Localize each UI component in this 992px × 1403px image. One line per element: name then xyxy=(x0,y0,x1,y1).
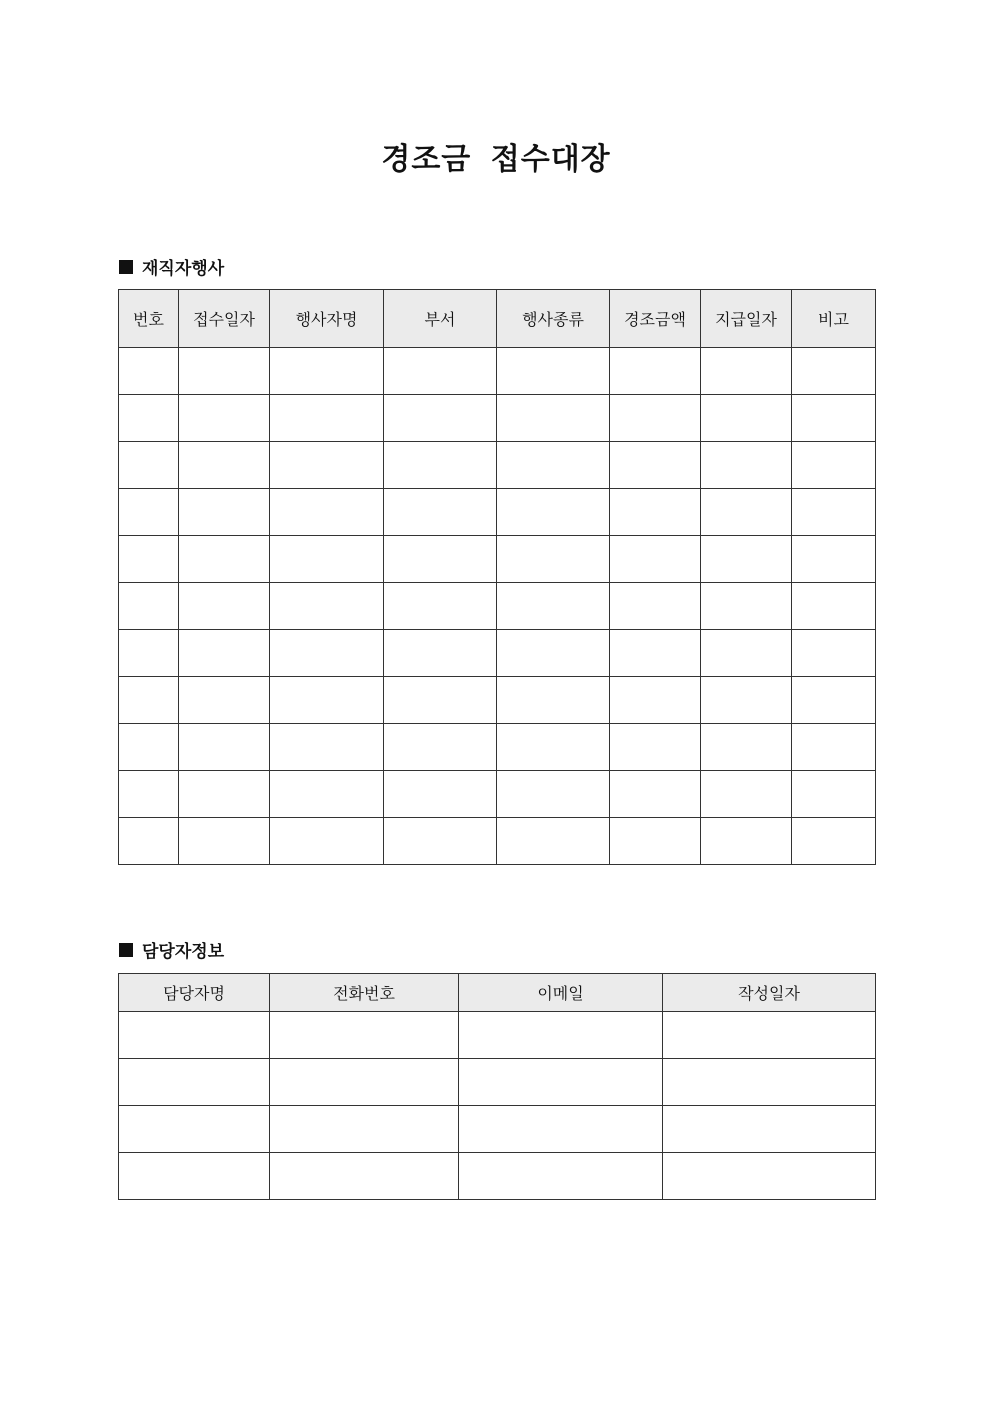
table-row xyxy=(119,442,876,489)
table-cell[interactable] xyxy=(119,771,179,818)
column-header-payment-date: 지급일자 xyxy=(701,290,792,348)
table-row xyxy=(119,1012,876,1059)
table-cell[interactable] xyxy=(701,724,792,771)
table-cell[interactable] xyxy=(459,1106,663,1153)
table-cell[interactable] xyxy=(610,536,701,583)
table-cell[interactable] xyxy=(497,724,610,771)
column-header-email: 이메일 xyxy=(459,974,663,1012)
table-cell[interactable] xyxy=(270,630,384,677)
page-title: 경조금 접수대장 xyxy=(381,142,611,177)
table-cell[interactable] xyxy=(497,536,610,583)
table-cell[interactable] xyxy=(384,724,497,771)
table-cell[interactable] xyxy=(792,536,876,583)
table-cell[interactable] xyxy=(497,348,610,395)
table-cell[interactable] xyxy=(270,395,384,442)
column-header-phone: 전화번호 xyxy=(270,974,459,1012)
table-cell[interactable] xyxy=(701,395,792,442)
table-cell[interactable] xyxy=(384,630,497,677)
table-cell[interactable] xyxy=(701,677,792,724)
table-cell[interactable] xyxy=(701,583,792,630)
table-cell[interactable] xyxy=(270,1012,459,1059)
table-cell[interactable] xyxy=(119,395,179,442)
table-cell[interactable] xyxy=(459,1153,663,1200)
table-row xyxy=(119,348,876,395)
table-cell[interactable] xyxy=(384,536,497,583)
table-cell[interactable] xyxy=(497,442,610,489)
table-cell[interactable] xyxy=(792,677,876,724)
table-cell[interactable] xyxy=(119,1012,270,1059)
table-row xyxy=(119,724,876,771)
table-cell[interactable] xyxy=(497,583,610,630)
column-header-remarks: 비고 xyxy=(792,290,876,348)
table-cell[interactable] xyxy=(701,630,792,677)
table-row xyxy=(119,630,876,677)
table-cell[interactable] xyxy=(270,442,384,489)
staff-table xyxy=(118,973,876,1200)
table-cell[interactable] xyxy=(610,771,701,818)
table-cell[interactable] xyxy=(384,677,497,724)
table-cell[interactable] xyxy=(497,395,610,442)
column-header-staff-name: 담당자명 xyxy=(119,974,270,1012)
table-cell[interactable] xyxy=(497,677,610,724)
square-bullet-icon xyxy=(119,260,133,274)
table-cell[interactable] xyxy=(701,536,792,583)
table-cell[interactable] xyxy=(610,489,701,536)
table-cell[interactable] xyxy=(119,724,179,771)
table-cell[interactable] xyxy=(497,818,610,865)
table-cell[interactable] xyxy=(119,489,179,536)
table-row xyxy=(119,536,876,583)
table-cell[interactable] xyxy=(270,489,384,536)
table-cell[interactable] xyxy=(179,395,270,442)
table-cell[interactable] xyxy=(179,818,270,865)
table-row xyxy=(119,677,876,724)
table-cell[interactable] xyxy=(701,348,792,395)
table-cell[interactable] xyxy=(384,818,497,865)
table-row xyxy=(119,818,876,865)
table-cell[interactable] xyxy=(384,442,497,489)
table-cell[interactable] xyxy=(497,489,610,536)
table-cell[interactable] xyxy=(119,348,179,395)
table-header-row xyxy=(119,974,876,1012)
table-cell[interactable] xyxy=(119,818,179,865)
table-cell[interactable] xyxy=(119,677,179,724)
table-cell[interactable] xyxy=(119,1059,270,1106)
table-cell[interactable] xyxy=(119,536,179,583)
table-cell[interactable] xyxy=(119,583,179,630)
table-cell[interactable] xyxy=(701,442,792,489)
column-header-amount: 경조금액 xyxy=(610,290,701,348)
table-cell[interactable] xyxy=(384,583,497,630)
table-cell[interactable] xyxy=(610,677,701,724)
table-cell[interactable] xyxy=(270,348,384,395)
table-cell[interactable] xyxy=(610,442,701,489)
table-cell[interactable] xyxy=(701,818,792,865)
table-cell[interactable] xyxy=(384,771,497,818)
table-cell[interactable] xyxy=(119,1106,270,1153)
table-cell[interactable] xyxy=(270,1106,459,1153)
table-cell[interactable] xyxy=(792,818,876,865)
column-header-department: 부서 xyxy=(384,290,497,348)
events-table xyxy=(118,289,876,865)
table-row xyxy=(119,489,876,536)
table-cell[interactable] xyxy=(792,489,876,536)
table-cell[interactable] xyxy=(792,583,876,630)
square-bullet-icon xyxy=(119,943,133,957)
table-cell[interactable] xyxy=(179,536,270,583)
table-cell[interactable] xyxy=(792,348,876,395)
table-cell[interactable] xyxy=(270,1059,459,1106)
table-cell[interactable] xyxy=(701,489,792,536)
column-header-number: 번호 xyxy=(119,290,179,348)
table-cell[interactable] xyxy=(179,583,270,630)
table-cell[interactable] xyxy=(610,630,701,677)
table-cell[interactable] xyxy=(179,677,270,724)
table-cell[interactable] xyxy=(663,1106,876,1153)
table-row xyxy=(119,583,876,630)
section-heading-events xyxy=(119,254,224,279)
table-cell[interactable] xyxy=(384,489,497,536)
table-row xyxy=(119,395,876,442)
table-cell[interactable] xyxy=(610,724,701,771)
table-cell[interactable] xyxy=(792,630,876,677)
section-heading-label: 담당자정보 xyxy=(142,942,225,962)
table-cell[interactable] xyxy=(459,1012,663,1059)
table-cell[interactable] xyxy=(270,818,384,865)
table-cell[interactable] xyxy=(270,677,384,724)
table-cell[interactable] xyxy=(119,442,179,489)
table-cell[interactable] xyxy=(663,1012,876,1059)
table-row xyxy=(119,1153,876,1200)
table-cell[interactable] xyxy=(792,442,876,489)
table-cell[interactable] xyxy=(497,630,610,677)
table-cell[interactable] xyxy=(270,1153,459,1200)
column-header-written-date: 작성일자 xyxy=(663,974,876,1012)
table-cell[interactable] xyxy=(701,771,792,818)
table-cell[interactable] xyxy=(459,1059,663,1106)
column-header-event-type: 행사종류 xyxy=(497,290,610,348)
table-header-row xyxy=(119,290,876,348)
table-cell[interactable] xyxy=(179,348,270,395)
table-cell[interactable] xyxy=(610,583,701,630)
table-cell[interactable] xyxy=(663,1059,876,1106)
table-row xyxy=(119,1059,876,1106)
table-cell[interactable] xyxy=(179,630,270,677)
table-cell[interactable] xyxy=(792,771,876,818)
table-cell[interactable] xyxy=(610,348,701,395)
column-header-receipt-date: 접수일자 xyxy=(179,290,270,348)
table-cell[interactable] xyxy=(610,395,701,442)
table-cell[interactable] xyxy=(497,771,610,818)
table-cell[interactable] xyxy=(270,724,384,771)
table-row xyxy=(119,1106,876,1153)
table-cell[interactable] xyxy=(270,536,384,583)
table-cell[interactable] xyxy=(179,442,270,489)
table-cell[interactable] xyxy=(119,630,179,677)
section-heading-label: 재직자행사 xyxy=(142,259,225,279)
table-cell[interactable] xyxy=(384,348,497,395)
table-cell[interactable] xyxy=(610,818,701,865)
table-cell[interactable] xyxy=(179,724,270,771)
section-heading-staff xyxy=(119,937,224,962)
table-cell[interactable] xyxy=(179,771,270,818)
table-row xyxy=(119,771,876,818)
table-cell[interactable] xyxy=(270,583,384,630)
column-header-event-person: 행사자명 xyxy=(270,290,384,348)
table-cell[interactable] xyxy=(663,1153,876,1200)
table-cell[interactable] xyxy=(792,724,876,771)
table-cell[interactable] xyxy=(179,489,270,536)
table-cell[interactable] xyxy=(792,395,876,442)
table-cell[interactable] xyxy=(384,395,497,442)
table-cell[interactable] xyxy=(270,771,384,818)
table-cell[interactable] xyxy=(119,1153,270,1200)
